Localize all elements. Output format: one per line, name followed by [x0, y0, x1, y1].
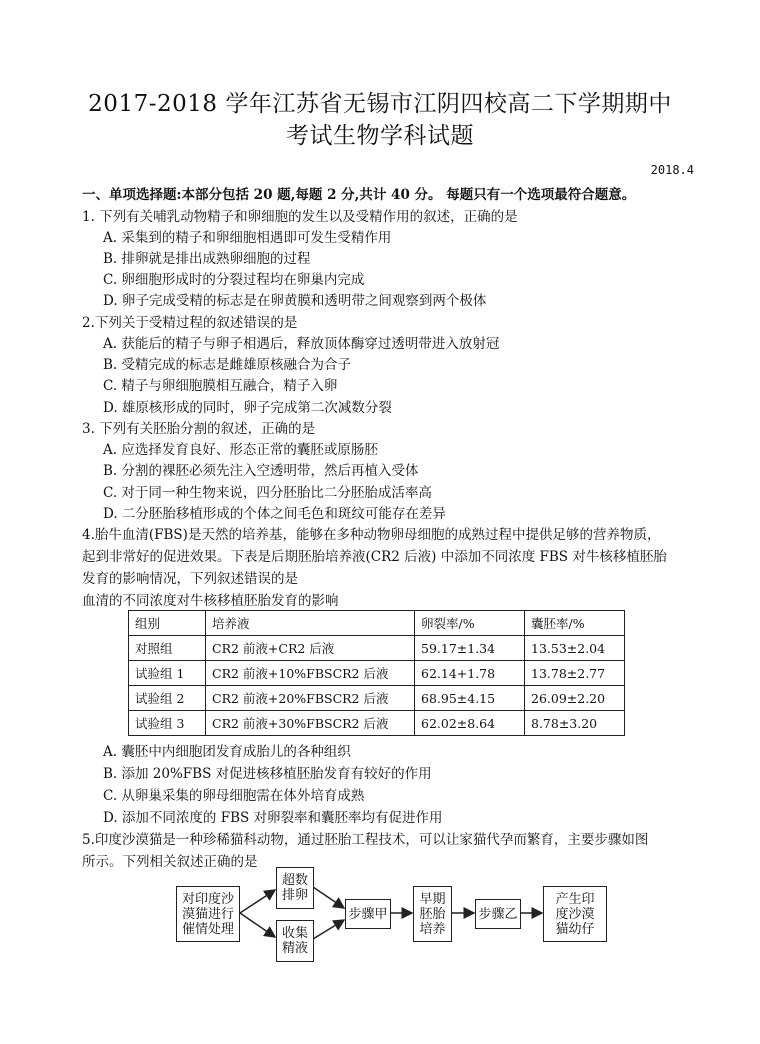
- question-2-option-b: B. 受精完成的标志是雌雄原核融合为合子: [103, 357, 352, 373]
- question-5-stem-line-2: 所示。下列相关叙述正确的是: [82, 854, 258, 870]
- arrow-semen-to-step-a: [313, 920, 344, 939]
- table-cell: CR2 前液+20%FBSCR2 后液: [206, 686, 415, 711]
- question-3-stem: 3. 下列有关胚胎分割的叙述，正确的是: [82, 421, 316, 437]
- flow-box-semen-collection: 收集 精液: [276, 920, 314, 962]
- table-header-cell: 培养液: [206, 611, 415, 636]
- flow-box-step-b: 步骤乙: [475, 899, 521, 929]
- question-4-option-a: A. 囊胚中内细胞团发育成胎儿的各种组织: [103, 744, 351, 760]
- question-1-option-d: D. 卵子完成受精的标志是在卵黄膜和透明带之间观察到两个极体: [103, 293, 487, 309]
- question-3-option-d: D. 二分胚胎移植形成的个体之间毛色和斑纹可能存在差异: [103, 506, 446, 522]
- table-cell: CR2 前液+CR2 后液: [206, 636, 415, 661]
- arrow-to-semen-collection: [240, 913, 275, 937]
- table-header-cell: 囊胚率/%: [525, 611, 625, 636]
- table-cell: 试验组 3: [129, 711, 206, 736]
- table-cell: 59.17±1.34: [415, 636, 525, 661]
- question-2-option-a: A. 获能后的精子与卵子相遇后，释放顶体酶穿过透明带进入放射冠: [103, 336, 500, 352]
- question-1-option-c: C. 卵细胞形成时的分裂过程均在卵巢内完成: [103, 272, 365, 288]
- question-1-option-b: B. 排卵就是排出成熟卵细胞的过程: [103, 251, 311, 267]
- question-1-stem: 1. 下列有关哺乳动物精子和卵细胞的发生以及受精作用的叙述，正确的是: [82, 209, 518, 225]
- table-caption: 血清的不同浓度对牛核移植胚胎发育的影响: [82, 593, 339, 609]
- title-line-2: 考试生物学科试题: [286, 123, 474, 149]
- table-cell: 13.53±2.04: [525, 636, 625, 661]
- flow-box-superovulation: 超数 排卵: [276, 867, 314, 909]
- question-4-option-c: C. 从卵巢采集的卵母细胞需在体外培育成熟: [103, 788, 365, 804]
- flow-box-step-a: 步骤甲: [345, 899, 391, 929]
- question-2-stem: 2.下列关于受精过程的叙述错误的是: [82, 315, 298, 331]
- question-5-stem-line-1: 5.印度沙漠猫是一种珍稀猫科动物，通过胚胎工程技术，可以让家猫代孕而繁育，主要步骤如图: [82, 832, 649, 848]
- question-3-option-a: A. 应选择发育良好、形态正常的囊胚或原肠胚: [103, 442, 378, 458]
- table-header-cell: 卵裂率/%: [415, 611, 525, 636]
- table-cell: CR2 前液+10%FBSCR2 后液: [206, 661, 415, 686]
- table-cell: 试验组 2: [129, 686, 206, 711]
- question-1-option-a: A. 采集到的精子和卵细胞相遇即可发生受精作用: [103, 230, 392, 246]
- question-3-option-c: C. 对于同一种生物来说，四分胚胎比二分胚胎成活率高: [103, 485, 432, 501]
- question-4-option-d: D. 添加不同浓度的 FBS 对卵裂率和囊胚率均有促进作用: [103, 810, 443, 826]
- exam-date: 2018.4: [650, 163, 694, 177]
- title-line-1: 2017-2018 学年江苏省无锡市江阴四校高二下学期期中: [88, 91, 672, 117]
- question-2-option-c: C. 精子与卵细胞膜相互融合，精子入卵: [103, 378, 338, 394]
- table-cell: 试验组 1: [129, 661, 206, 686]
- question-4-stem-line-1: 4.胎牛血清(FBS)是天然的培养基，能够在多种动物卵母细胞的成熟过程中提供足够的营养物质，: [82, 527, 661, 543]
- table-cell: CR2 前液+30%FBSCR2 后液: [206, 711, 415, 736]
- arrow-to-superovulation: [240, 890, 275, 913]
- section-heading: 一、单项选择题:本部分包括 20 题,每题 2 分,共计 40 分。 每题只有一个选项最符合题意。: [82, 187, 636, 203]
- table-cell: 62.02±8.64: [415, 711, 525, 736]
- question-2-option-d: D. 雄原核形成的同时，卵子完成第二次减数分裂: [103, 400, 392, 416]
- question-4-stem-line-2: 起到非常好的促进效果。下表是后期胚胎培养液(CR2 后液) 中添加不同浓度 FBS 对牛核移植胚胎: [82, 549, 667, 565]
- table-cell: 62.14+1.78: [415, 661, 525, 686]
- table-cell: 对照组: [129, 636, 206, 661]
- flow-box-hormone-treatment: 对印度沙 漠猫进行 催情处理: [176, 886, 240, 942]
- table-cell: 68.95±4.15: [415, 686, 525, 711]
- flow-box-embryo-culture: 早期 胚胎 培养: [413, 886, 452, 942]
- question-3-option-b: B. 分割的裸胚必须先注入空透明带，然后再植入受体: [103, 463, 419, 479]
- question-4-stem-line-3: 发育的影响情况，下列叙述错误的是: [82, 571, 298, 587]
- question-4-option-b: B. 添加 20%FBS 对促进核移植胚胎发育有较好的作用: [103, 766, 432, 782]
- table-cell: 13.78±2.77: [525, 661, 625, 686]
- table-cell: 26.09±2.20: [525, 686, 625, 711]
- table-cell: 8.78±3.20: [525, 711, 625, 736]
- arrow-ovulation-to-step-a: [313, 887, 344, 908]
- flow-box-offspring: 产生印 度沙漠 猫幼仔: [543, 886, 607, 942]
- table-header-cell: 组别: [129, 611, 206, 636]
